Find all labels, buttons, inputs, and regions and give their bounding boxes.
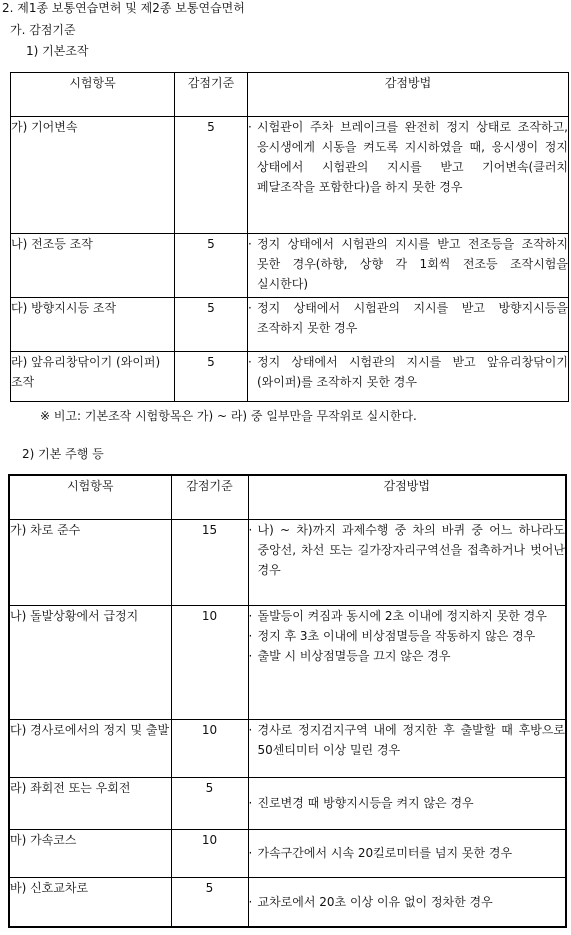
row-points: 5 <box>175 234 248 298</box>
header-item: 시험항목 <box>11 73 175 117</box>
row-item: 라) 앞유리창닦이기 (와이퍼) 조작 <box>11 352 175 402</box>
row-method <box>248 877 566 927</box>
row-item: 다) 방향지시등 조작 <box>11 298 175 352</box>
table-row <box>11 352 569 402</box>
table-row <box>9 829 566 877</box>
row-method <box>248 519 566 605</box>
method-bullet: · 정지 상태에서 시험관의 지시를 받고 앞유리창닦이기(와이퍼)를 조작하지 못한 경우 <box>248 355 568 389</box>
row-item: 라) 좌회전 또는 우회전 <box>9 777 171 829</box>
row-points: 5 <box>171 777 248 829</box>
table-header-row <box>11 73 569 117</box>
row-method <box>248 777 566 829</box>
subsection-title: 가. 감점기준 <box>10 23 76 37</box>
header-method: 감점방법 <box>248 475 566 519</box>
header-points: 감점기준 <box>175 73 248 117</box>
row-method <box>248 829 566 877</box>
table-row <box>11 234 569 298</box>
row-points: 15 <box>171 519 248 605</box>
row-method <box>248 605 566 719</box>
table-row <box>9 519 566 605</box>
header-item: 시험항목 <box>9 475 171 519</box>
row-method <box>248 298 569 352</box>
method-bullet: · 교차로에서 20초 이상 이유 없이 정차한 경우 <box>248 894 493 909</box>
method-bullet: · 정지 상태에서 시험관의 지시를 받고 방향지시등을 조작하지 못한 경우 <box>248 301 568 335</box>
row-points: 10 <box>171 605 248 719</box>
method-bullet: · 진로변경 때 방향지시등을 켜지 않은 경우 <box>248 796 474 810</box>
table-row <box>11 117 569 234</box>
method-bullet: · 가속구간에서 시속 20킬로미터를 넘지 못한 경우 <box>248 846 513 860</box>
method-bullet: · 정지 상태에서 시험관의 지시를 받고 전조등을 조작하지 못한 경우(하향, 상향 각 1회씩 전조등 조작시험을 실시한다) <box>248 237 568 291</box>
header-method: 감점방법 <box>248 73 569 117</box>
header-points: 감점기준 <box>171 475 248 519</box>
table-row <box>9 719 566 777</box>
row-item: 나) 돌발상황에서 급정지 <box>9 605 171 719</box>
part1-title: 1) 기본조작 <box>26 44 89 58</box>
row-points: 10 <box>171 719 248 777</box>
method-bullet: · 시험관이 주차 브레이크를 완전히 정지 상태로 조작하고, 응시생에게 시동을 켜도록 지시하였을 때, 응시생이 정지 상태에서 시험관의 지시를 받고 기어변속(클러치 페달조작을 포함한다)을 하지 못한 경우 <box>248 120 568 194</box>
row-points: 5 <box>175 117 248 234</box>
row-points: 5 <box>175 298 248 352</box>
row-method <box>248 234 569 298</box>
table-row <box>9 877 566 927</box>
row-item: 다) 경사로에서의 정지 및 출발 <box>9 719 171 777</box>
basic-driving-table <box>8 474 567 928</box>
row-item: 나) 전조등 조작 <box>11 234 175 298</box>
method-bullet: · 경사로 정지검지구역 내에 정지한 후 출발할 때 후방으로 50센티미터 이상 밀린 경우 <box>248 722 565 757</box>
row-method <box>248 117 569 234</box>
row-points: 5 <box>175 352 248 402</box>
table-row <box>9 605 566 719</box>
table-header-row <box>9 475 566 519</box>
basic-operation-table <box>10 72 569 402</box>
row-item: 가) 기어변속 <box>11 117 175 234</box>
row-points: 5 <box>171 877 248 927</box>
section-title: 2. 제1종 보통연습면허 및 제2종 보통연습면허 <box>2 1 245 15</box>
row-item: 바) 신호교차로 <box>9 877 171 927</box>
method-bullet: · 나) ~ 차)까지 과제수행 중 차의 바퀴 중 어느 하나라도 중앙선, 차선 또는 길가장자리구역선을 접촉하거나 벗어난 경우 <box>248 522 565 577</box>
method-bullet: · 출발 시 비상점멸등을 끄지 않은 경우 <box>248 648 451 663</box>
row-points: 10 <box>171 829 248 877</box>
row-method <box>248 719 566 777</box>
table-row <box>9 777 566 829</box>
part2-title: 2) 기본 주행 등 <box>22 447 104 461</box>
row-method <box>248 352 569 402</box>
method-bullet: · 돌발등이 켜짐과 동시에 2초 이내에 정지하지 못한 경우 <box>248 608 547 623</box>
part1-note: ※ 비고: 기본조작 시험항목은 가) ~ 라) 중 일부만을 무작위로 실시한다. <box>40 409 417 423</box>
method-bullet: · 정지 후 3초 이내에 비상점멸등을 작동하지 않은 경우 <box>248 628 536 643</box>
table-row <box>11 298 569 352</box>
row-item: 가) 차로 준수 <box>9 519 171 605</box>
row-item: 마) 가속코스 <box>9 829 171 877</box>
